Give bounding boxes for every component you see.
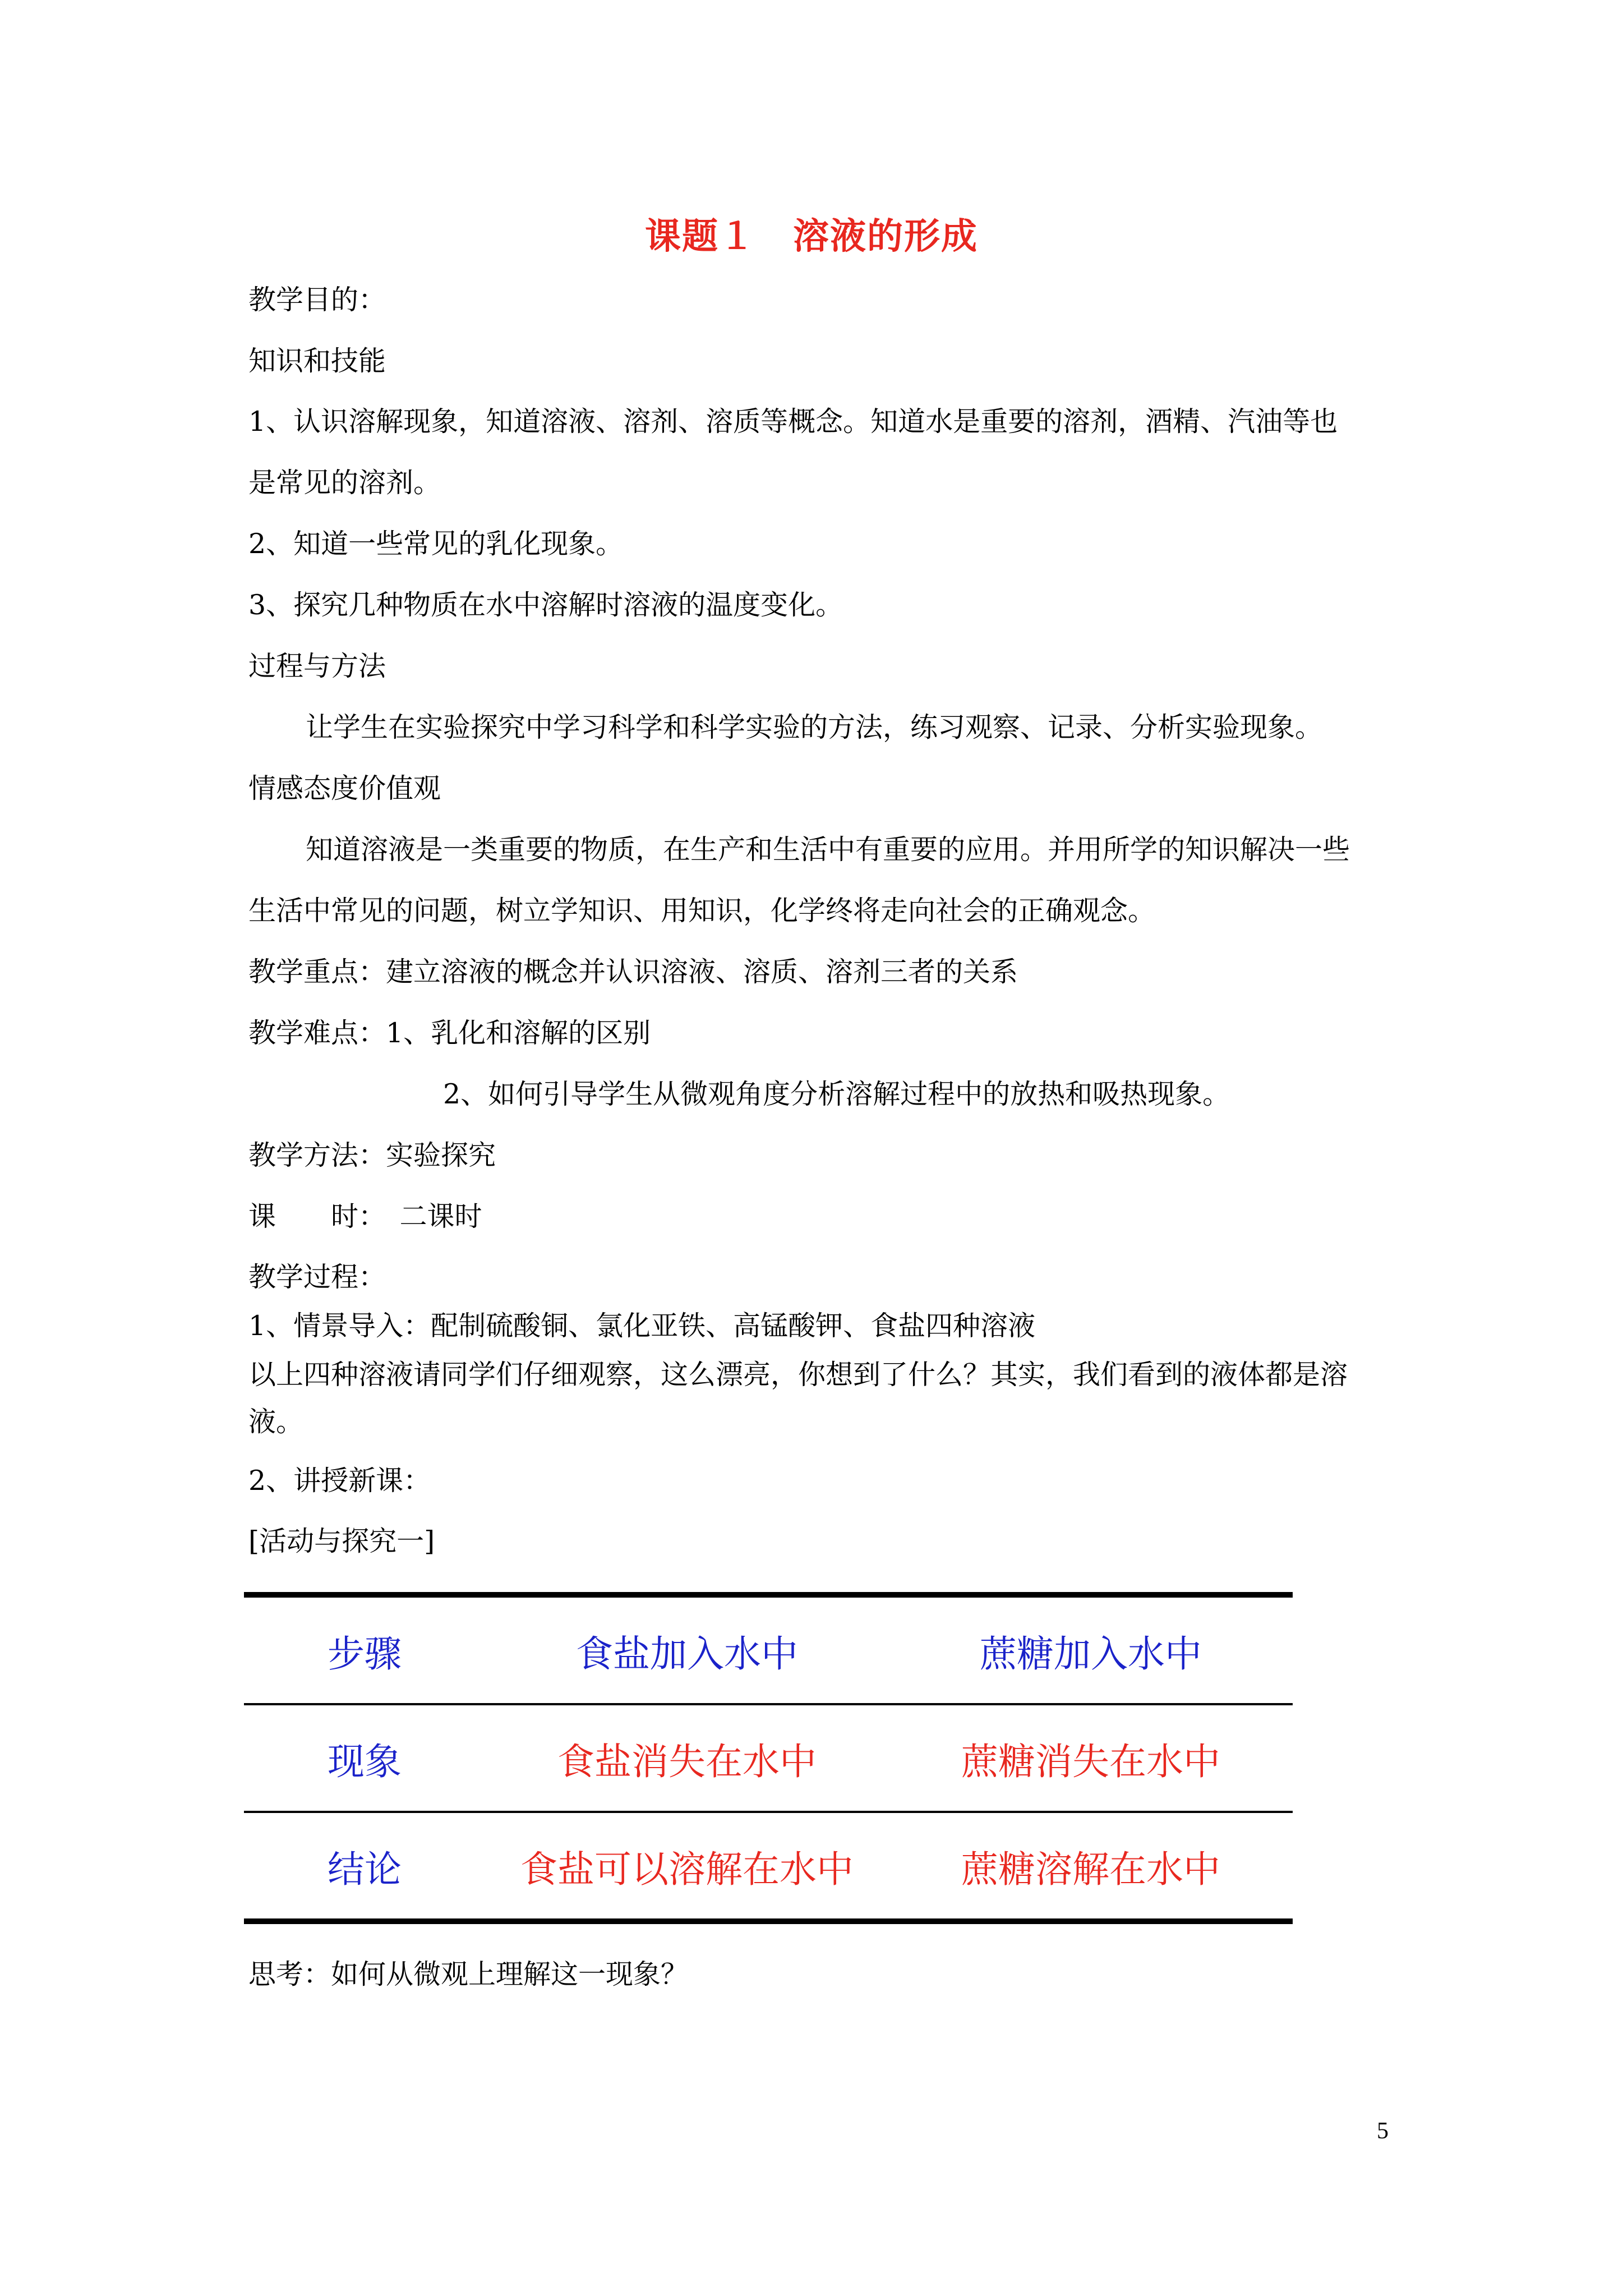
experiment-table [244, 1592, 1293, 1924]
subheading-attitude-values: 情感态度价值观 [248, 772, 441, 804]
activity-heading: [活动与探究一] [248, 1525, 435, 1557]
table-cell: 蔗糖消失在水中 [889, 1704, 1293, 1812]
section-heading-objectives: 教学目的： [248, 284, 386, 316]
page-number: 5 [1377, 2118, 1389, 2144]
paragraph-line: 3、探究几种物质在水中溶解时溶液的温度变化。 [248, 589, 843, 621]
table-cell-label: 结论 [244, 1812, 485, 1921]
question-line: 思考：如何从微观上理解这一现象？ [248, 1958, 689, 1990]
table-row [244, 1812, 1293, 1921]
table-row [244, 1704, 1293, 1812]
paragraph-line: 是常见的溶剂。 [248, 467, 441, 499]
table-cell: 食盐可以溶解在水中 [485, 1812, 889, 1921]
table-cell-label: 现象 [244, 1704, 485, 1812]
method-line: 教学方法：实验探究 [248, 1139, 496, 1171]
table-row [244, 1595, 1293, 1704]
paragraph-line: 2、知道一些常见的乳化现象。 [248, 528, 624, 560]
table-cell: 蔗糖溶解在水中 [889, 1812, 1293, 1921]
page-title: 课题１ 溶液的形成 [645, 215, 978, 257]
table-cell-label: 步骤 [244, 1595, 485, 1704]
difficulty-line: 2、如何引导学生从微观角度分析溶解过程中的放热和吸热现象。 [443, 1078, 1230, 1110]
paragraph-line: 液。 [248, 1406, 304, 1438]
paragraph-line: 知道溶液是一类重要的物质，在生产和生活中有重要的应用。并用所学的知识解决一些 [306, 834, 1350, 866]
subheading-knowledge-skills: 知识和技能 [248, 345, 386, 377]
table-cell: 食盐加入水中 [485, 1595, 889, 1704]
paragraph-line: 1、情景导入：配制硫酸铜、氯化亚铁、高锰酸钾、食盐四种溶液 [248, 1310, 1036, 1342]
subheading-process-method: 过程与方法 [248, 650, 386, 682]
class-hours-line: 课 时： 二课时 [248, 1200, 482, 1232]
table-cell: 蔗糖加入水中 [889, 1595, 1293, 1704]
paragraph-line: 生活中常见的问题，树立学知识、用知识，化学终将走向社会的正确观念。 [248, 895, 1156, 927]
difficulty-line: 教学难点：1、乳化和溶解的区别 [248, 1017, 651, 1049]
paragraph-line: 让学生在实验探究中学习科学和科学实验的方法，练习观察、记录、分析实验现象。 [306, 711, 1323, 743]
key-point-line: 教学重点：建立溶液的概念并认识溶液、溶质、溶剂三者的关系 [248, 956, 1018, 988]
section-heading-process: 教学过程： [248, 1261, 386, 1293]
paragraph-line: 2、讲授新课： [248, 1465, 431, 1497]
paragraph-line: 以上四种溶液请同学们仔细观察，这么漂亮，你想到了什么？其实，我们看到的液体都是溶 [248, 1359, 1348, 1391]
paragraph-line: 1、认识溶解现象，知道溶液、溶剂、溶质等概念。知道水是重要的溶剂，酒精、汽油等也 [248, 406, 1338, 438]
table-cell: 食盐消失在水中 [485, 1704, 889, 1812]
